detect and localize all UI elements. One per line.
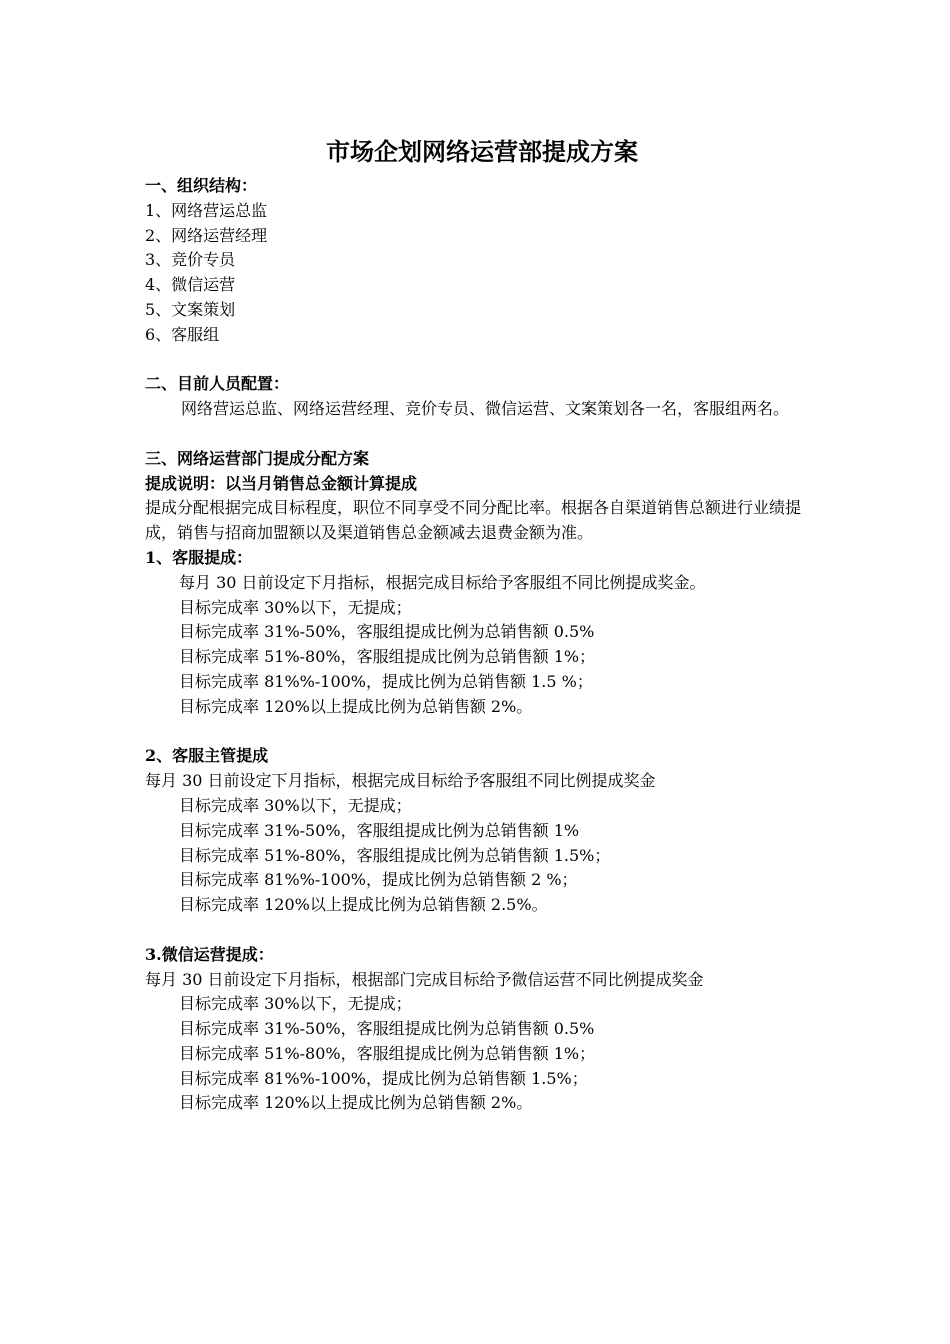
rule-item: 目标完成率 81%%-100%，提成比例为总销售额 1.5 %； [179,671,593,691]
section-heading-org: 一、组织结构： [145,176,258,195]
plan-intro-paragraph: 提成分配根据完成目标程度，职位不同享受不同分配比率。根据各自渠道销售总额进行业绩提成，销售与招商加盟额以及渠道销售总金额减去退费金额为准。 [145,498,802,543]
list-item: 6、客服组 [145,324,220,344]
kefu-zhuguan-intro: 每月 30 日前设定下月指标，根据完成目标给予客服组不同比例提成奖金 [145,771,656,791]
list-item: 5、文案策划 [145,299,236,319]
rule-item: 目标完成率 31%-50%，客服组提成比例为总销售额 0.5% [179,1019,595,1039]
rule-item: 目标完成率 51%-80%，客服组提成比例为总销售额 1.5%； [179,845,611,865]
list-item: 1、网络营运总监 [145,200,268,220]
section-heading-staff: 二、目前人员配置： [145,374,290,394]
rule-item: 目标完成率 31%-50%，客服组提成比例为总销售额 0.5% [179,622,595,642]
list-item: 3、竞价专员 [145,250,236,270]
rule-item: 目标完成率 81%%-100%，提成比例为总销售额 2 %； [179,870,578,890]
spacer [145,720,815,745]
rule-item: 目标完成率 51%-80%，客服组提成比例为总销售额 1%； [179,647,596,667]
rule-item: 目标完成率 81%%-100%，提成比例为总销售额 1.5%； [179,1068,588,1088]
rule-item: 目标完成率 30%以下，无提成； [179,597,412,617]
spacer [145,918,815,943]
rule-item: 目标完成率 31%-50%，客服组提成比例为总销售额 1% [179,820,580,840]
document-title: 市场企划网络运营部提成方案 [326,137,638,166]
rule-item: 目标完成率 120%以上提成比例为总销售额 2%。 [179,696,533,716]
rule-item: 目标完成率 30%以下，无提成； [179,795,412,815]
subsection-heading-weixin: 3.微信运营提成： [145,944,274,964]
weixin-intro: 每月 30 日前设定下月指标，根据部门完成目标给予微信运营不同比例提成奖金 [145,969,704,989]
rule-item: 目标完成率 51%-80%，客服组提成比例为总销售额 1%； [179,1043,596,1063]
list-item: 2、网络运营经理 [145,225,268,245]
kefu-intro: 每月 30 日前设定下月指标，根据完成目标给予客服组不同比例提成奖金。 [179,572,706,592]
spacer [145,422,815,447]
document-page [145,130,815,1116]
spacer [145,348,815,373]
subsection-heading-kefu-zhuguan: 2、客服主管提成 [145,746,269,766]
section-heading-plan: 三、网络运营部门提成分配方案 [145,448,370,468]
rule-item: 目标完成率 120%以上提成比例为总销售额 2.5%。 [179,895,548,915]
rule-item: 目标完成率 30%以下，无提成； [179,994,412,1014]
commission-note: 提成说明：以当月销售总金额计算提成 [145,473,418,493]
staff-paragraph: 网络营运总监、网络运营经理、竞价专员、微信运营、文案策划各一名，客服组两名。 [181,399,790,419]
subsection-heading-kefu: 1、客服提成： [145,547,253,567]
rule-item: 目标完成率 120%以上提成比例为总销售额 2%。 [179,1093,533,1113]
list-item: 4、微信运营 [145,275,236,295]
